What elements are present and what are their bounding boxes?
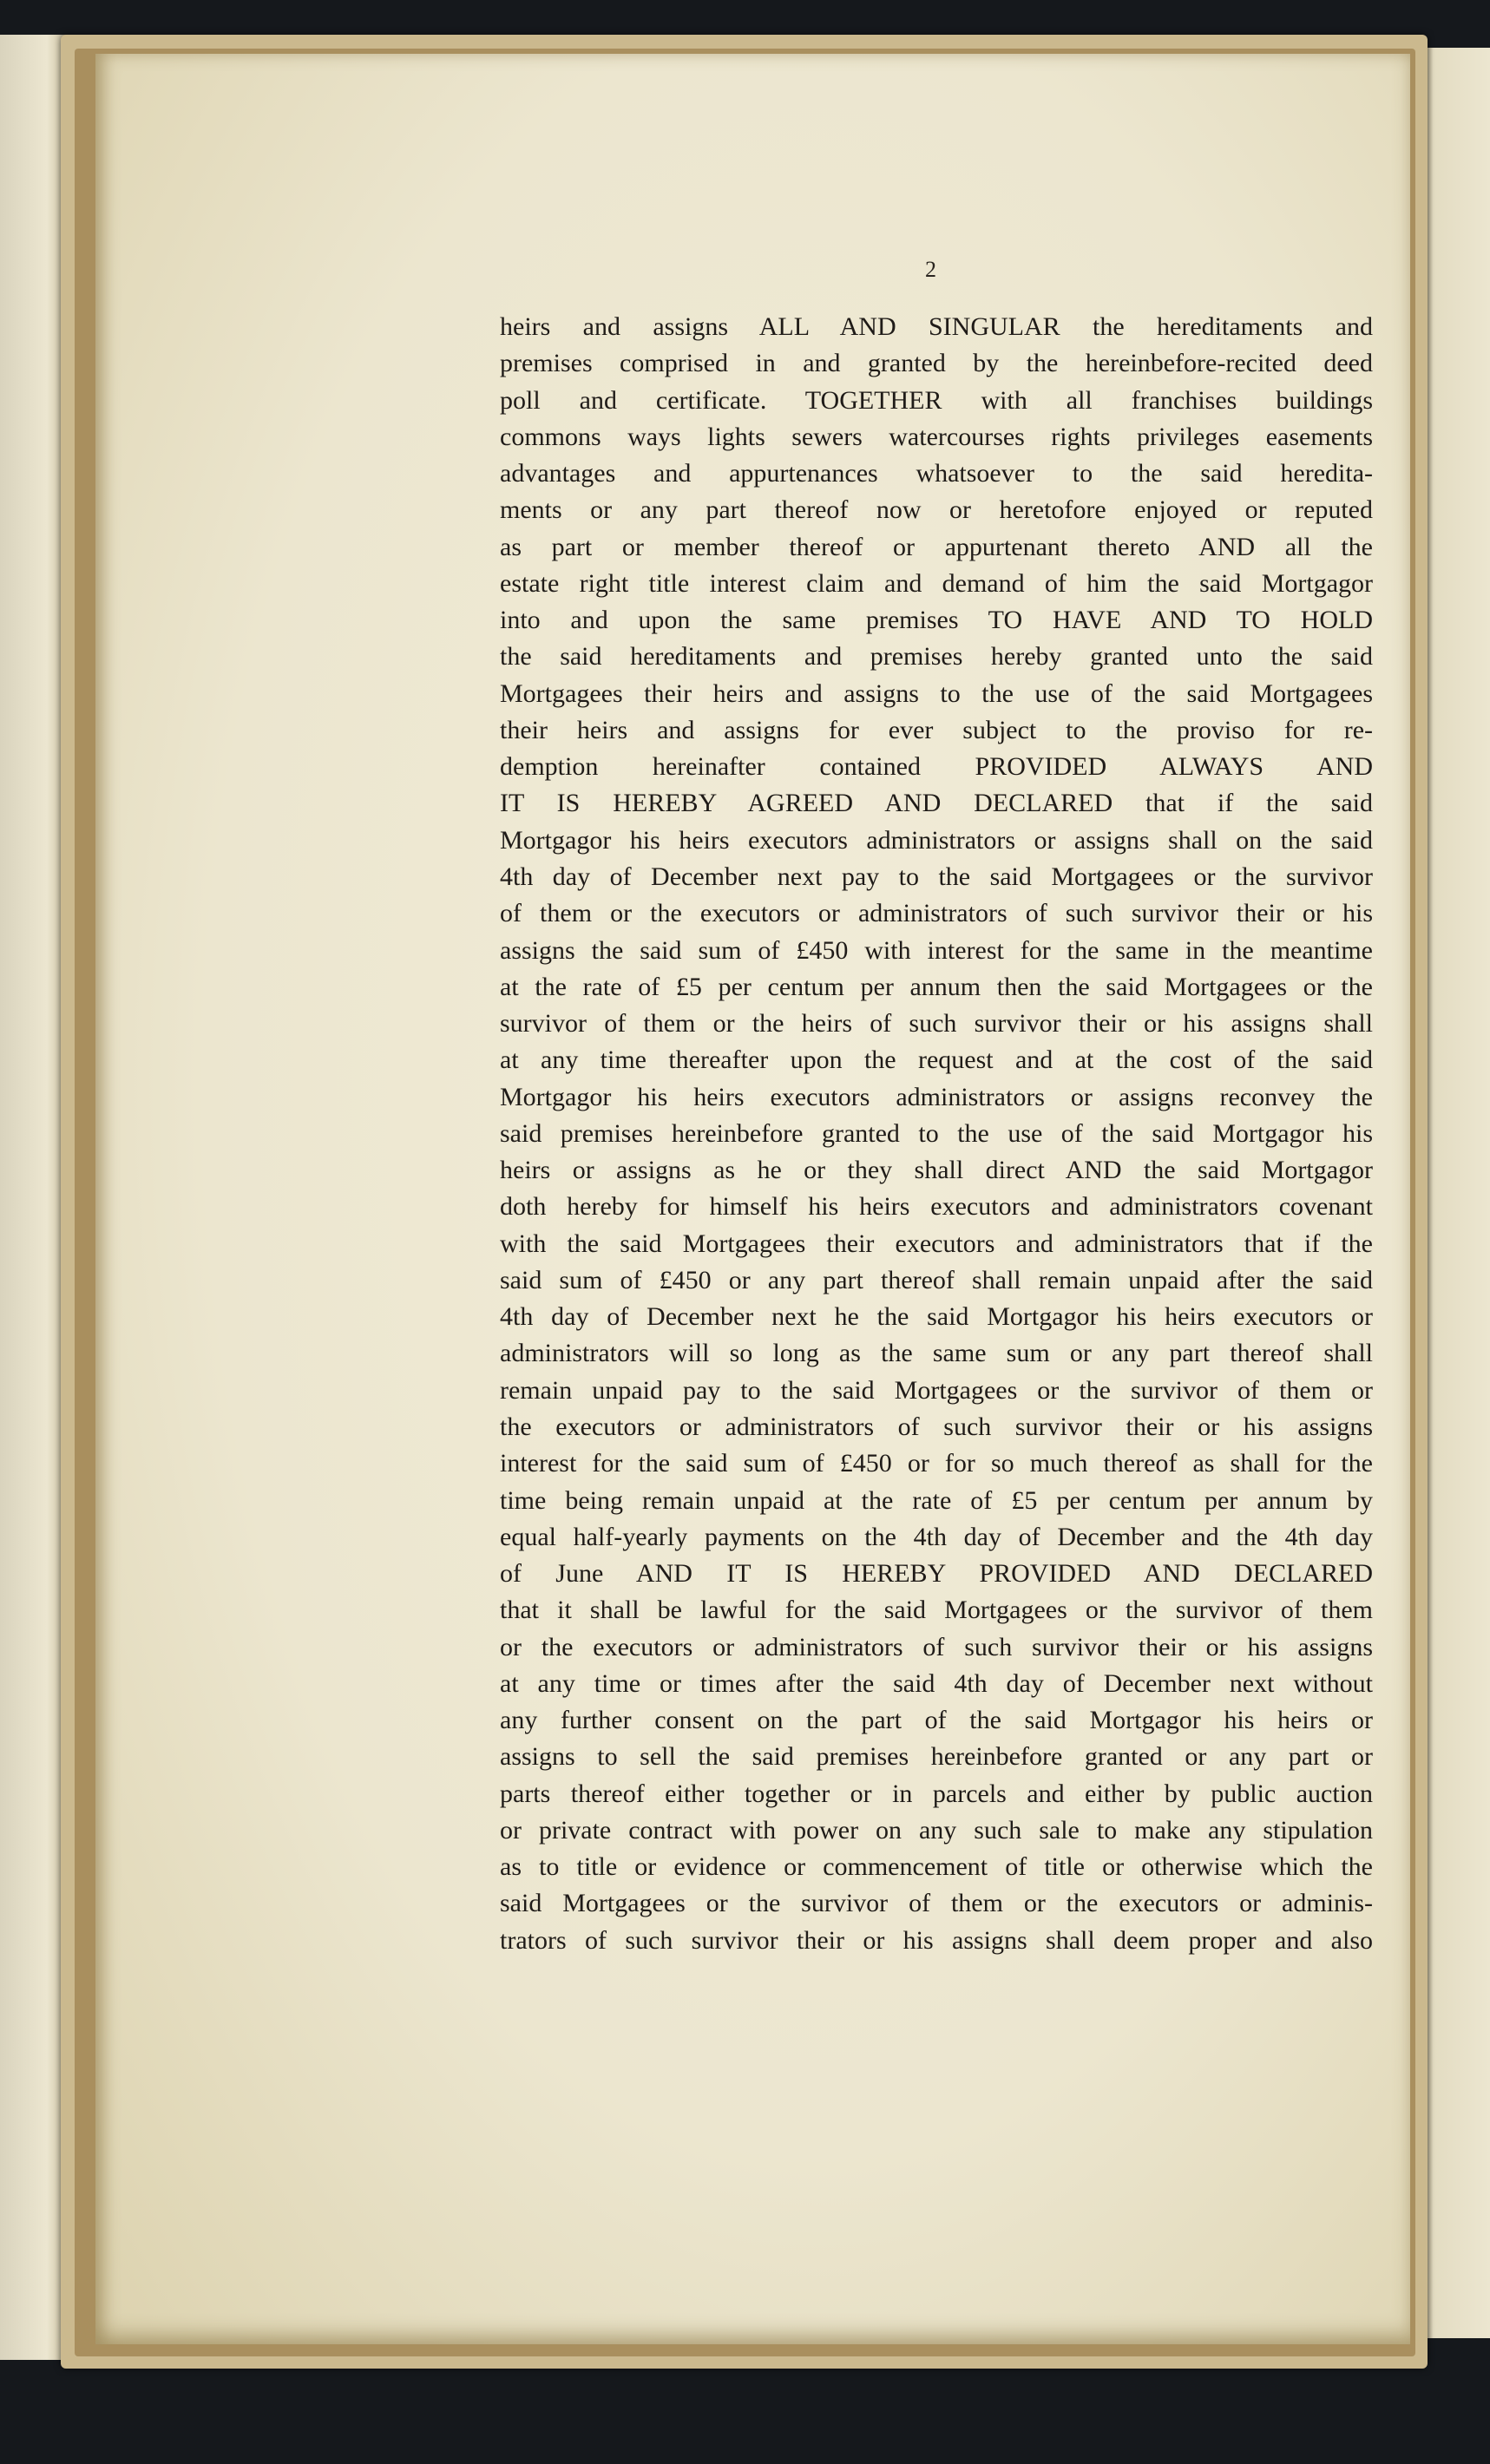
- text-line: advantages and appurtenances whatsoever to the said heredita-: [500, 459, 1373, 488]
- text-line: said Mortgagees or the survivor of them or the executors or adminis-: [500, 1889, 1373, 1918]
- text-line: time being remain unpaid at the rate of £5 per centum per annum by: [500, 1485, 1373, 1515]
- text-line: their heirs and assigns for ever subject to the proviso for re-: [500, 715, 1373, 744]
- text-line: any further consent on the part of the said Mortgagor his heirs or: [500, 1706, 1373, 1735]
- text-line: premises comprised in and granted by the hereinbefore-recited deed: [500, 349, 1373, 378]
- text-line: administrators will so long as the same sum or any part thereof shall: [500, 1339, 1373, 1368]
- text-line: ments or any part thereof now or heretofore enjoyed or reputed: [500, 495, 1373, 525]
- text-line: estate right title interest claim and demand of him the said Mortgagor: [500, 568, 1373, 598]
- text-line: the said hereditaments and premises hereby granted unto the said: [500, 642, 1373, 672]
- text-line: remain unpaid pay to the said Mortgagees or the survivor of them or: [500, 1375, 1373, 1405]
- text-line: assigns to sell the said premises hereinbefore granted or any part or: [500, 1742, 1373, 1772]
- text-line: demption hereinafter contained PROVIDED ALWAYS AND: [500, 752, 1373, 782]
- text-line: survivor of them or the heirs of such survivor their or his assigns shall: [500, 1009, 1373, 1039]
- text-line: the executors or administrators of such survivor their or his assigns: [500, 1412, 1373, 1441]
- text-line: commons ways lights sewers watercourses rights privileges easements: [500, 422, 1373, 451]
- text-line: interest for the said sum of £450 or for so much thereof as shall for the: [500, 1449, 1373, 1478]
- text-line: of them or the executors or administrators of such survivor their or his: [500, 899, 1373, 928]
- text-line: IT IS HEREBY AGREED AND DECLARED that if the said: [500, 789, 1373, 818]
- text-line: Mortgagees their heirs and assigns to the use of the said Mortgagees: [500, 678, 1373, 708]
- text-line: at the rate of £5 per centum per annum then the said Mortgagees or the: [500, 972, 1373, 1001]
- text-line: or the executors or administrators of such survivor their or his assigns: [500, 1632, 1373, 1661]
- text-line: poll and certificate. TOGETHER with all franchises buildings: [500, 385, 1373, 415]
- text-line: of June AND IT IS HEREBY PROVIDED AND DECLARED: [500, 1559, 1373, 1589]
- text-line: that it shall be lawful for the said Mortgagees or the survivor of them: [500, 1596, 1373, 1625]
- text-line: at any time thereafter upon the request and at the cost of the said: [500, 1045, 1373, 1075]
- text-line: into and upon the same premises TO HAVE AND TO HOLD: [500, 606, 1373, 635]
- text-line: doth hereby for himself his heirs executors and administrators covenant: [500, 1192, 1373, 1222]
- text-line: Mortgagor his heirs executors administrators or assigns reconvey the: [500, 1082, 1373, 1111]
- text-line: equal half-yearly payments on the 4th day of December and the 4th day: [500, 1522, 1373, 1551]
- text-line: said sum of £450 or any part thereof shall remain unpaid after the said: [500, 1265, 1373, 1294]
- text-line: trators of such survivor their or his assigns shall deem proper and also: [500, 1925, 1373, 1955]
- text-line: heirs and assigns ALL AND SINGULAR the hereditaments and: [500, 312, 1373, 341]
- text-line: as part or member thereof or appurtenant thereto AND all the: [500, 532, 1373, 561]
- text-line: 4th day of December next he the said Mortgagor his heirs executors or: [500, 1302, 1373, 1332]
- text-line: at any time or times after the said 4th day of December next without: [500, 1668, 1373, 1698]
- document-body-text: [500, 309, 1373, 1959]
- text-line: said premises hereinbefore granted to the use of the said Mortgagor his: [500, 1118, 1373, 1148]
- text-line: Mortgagor his heirs executors administrators or assigns shall on the said: [500, 825, 1373, 855]
- page-number: 2: [925, 257, 936, 282]
- text-line: heirs or assigns as he or they shall direct AND the said Mortgagor: [500, 1156, 1373, 1185]
- text-line: as to title or evidence or commencement of title or otherwise which the: [500, 1852, 1373, 1882]
- text-line: with the said Mortgagees their executors and administrators that if the: [500, 1229, 1373, 1258]
- text-line: or private contract with power on any such sale to make any stipulation: [500, 1815, 1373, 1845]
- text-line: parts thereof either together or in parcels and either by public auction: [500, 1779, 1373, 1808]
- text-line: 4th day of December next pay to the said Mortgagees or the survivor: [500, 862, 1373, 891]
- text-line: assigns the said sum of £450 with interest for the same in the meantime: [500, 935, 1373, 965]
